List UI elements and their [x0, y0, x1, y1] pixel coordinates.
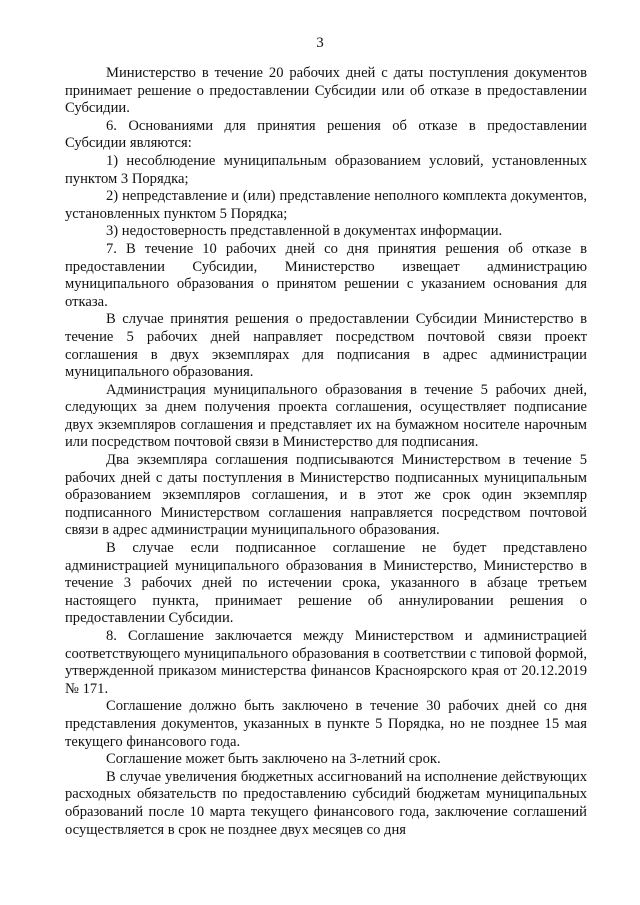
paragraph-ministry-signing: Два экземпляра соглашения подписываются Министерством в течение 5 рабочих дней с даты поступления в Министерство подписанных муниципальным образованием экземпляров соглашения, и в этот же срок один экземпляр подписанного Министерством соглашения направляется посредством почтовой связи в адрес администрации муниципального образования.	[65, 452, 587, 539]
paragraph-ground-1: 1) несоблюдение муниципальным образованием условий, установленных пунктом 3 Порядка;	[65, 152, 587, 187]
paragraph-ground-3: 3) недостоверность представленной в документах информации.	[106, 223, 503, 240]
paragraph-agreement-deadline: Соглашение должно быть заключено в течение 30 рабочих дней со дня представления документов, указанных в пункте 5 Порядка, но не позднее 15 мая текущего финансового года.	[65, 698, 587, 750]
paragraph-annulment: В случае если подписанное соглашение не будет представлено администрацией муниципального образования в Министерство, Министерство в течение 3 рабочих дней по истечении срока, указанного в абзаце третьем настоящего пункта, принимает решение об аннулировании решения о предоставлении Субсидии.	[65, 540, 587, 627]
page-number: 3	[316, 35, 324, 51]
paragraph-decision-deadline: Министерство в течение 20 рабочих дней с даты поступления документов принимает решение о предоставлении Субсидии или об отказе в предоставлении Субсидии.	[65, 65, 587, 117]
paragraph-agreement-draft: В случае принятия решения о предоставлении Субсидии Министерство в течение 5 рабочих дней направляет посредством почтовой связи проект соглашения в двух экземплярах для подписания в адрес администрации муниципального образования.	[65, 311, 587, 381]
paragraph-refusal-grounds: 6. Основаниями для принятия решения об отказе в предоставлении Субсидии являются:	[65, 117, 587, 152]
paragraph-agreement-term: Соглашение может быть заключено на 3-летний срок.	[106, 751, 441, 768]
paragraph-refusal-notice: 7. В течение 10 рабочих дней со дня принятия решения об отказе в предоставлении Субсидии, Министерство извещает администрацию муниципального образования о принятом решении с указанием основания для отказа.	[65, 240, 587, 310]
paragraph-ground-2: 2) непредставление и (или) представление неполного комплекта документов, установленных пунктом 5 Порядка;	[65, 188, 587, 222]
paragraph-agreement-form: 8. Соглашение заключается между Министерством и администрацией соответствующего муниципального образования в соответствии с типовой формой, утвержденной приказом министерства финансов Красноярского края от 20.12.2019 № 171.	[65, 628, 587, 697]
paragraph-administration-signing: Администрация муниципального образования в течение 5 рабочих дней, следующих за днем получения проекта соглашения, осуществляет подписание двух экземпляров соглашения и представляет их на бумажном носителе нарочным или посредством почтовой связи в Министерство для подписания.	[65, 381, 587, 451]
document-body	[65, 65, 587, 839]
paragraph-budget-increase: В случае увеличения бюджетных ассигнований на исполнение действующих расходных обязательств по предоставлению субсидий бюджетам муниципальных образований после 10 марта текущего финансового года, заключение соглашений осуществляется в срок не позднее двух месяцев со дня	[65, 768, 587, 838]
